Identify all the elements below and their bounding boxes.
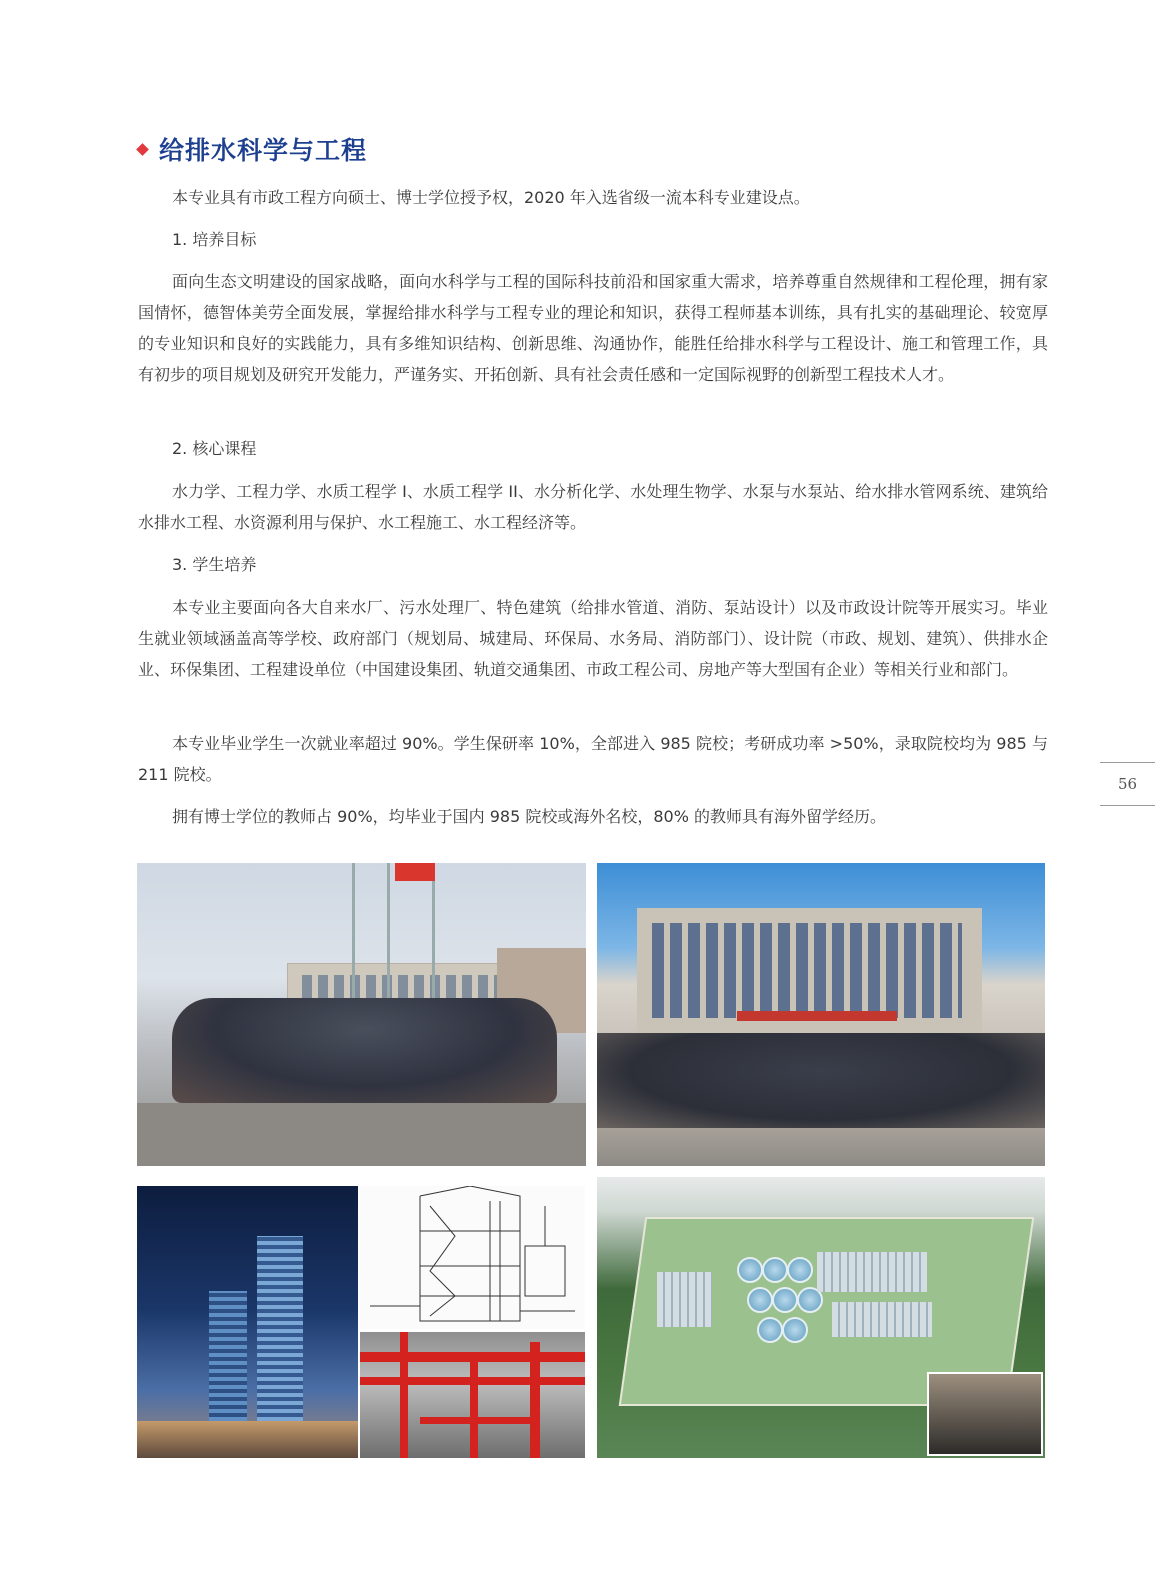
heading-courses: 2. 核心课程 [172,439,257,458]
red-pipe [530,1342,540,1458]
red-pipe [400,1332,408,1458]
plant-tank [787,1257,813,1283]
flagpole [432,863,435,1013]
plant-tank [757,1317,783,1343]
employment-paragraph: 本专业毕业学生一次就业率超过 90%。学生保研率 10%，全部进入 985 院校；考研成功率 >50%，录取院校均为 985 与 211 院校。 [138,734,1048,784]
plant-tank [747,1287,773,1313]
plant-tank [772,1287,798,1313]
section-title-text: 给排水科学与工程 [159,136,368,165]
flagpole [352,863,355,1013]
photo-crowd [597,1033,1045,1128]
training-paragraph: 本专业主要面向各大自来水厂、污水处理厂、特色建筑（给排水管道、消防、泵站设计）以及市政设计院等开展实习。毕业生就业领域涵盖高等学校、政府部门（规划局、城建局、环保局、水务局、消防部门）、设计院（市政、规划、建筑）、供排水企业、环保集团、工程建设单位（中国建设集团、轨道交通集团、市政工程公司、房地产等大型国有企业）等相关行业和部门。 [138,598,1048,679]
red-pipe [420,1417,540,1424]
flag [395,863,435,881]
photo-red-fire-pipes [360,1332,585,1458]
tower-base [137,1421,358,1458]
photo-group-at-gate [137,863,586,1166]
photo-inset-workshop [927,1372,1043,1456]
photo-windows [652,923,962,1018]
photo-banner [737,1011,897,1021]
page-number: 56 [1100,762,1155,806]
red-pipe [470,1362,478,1458]
plant-hall [832,1302,932,1337]
photo-night-towers [137,1186,358,1458]
red-pipe [360,1352,585,1362]
faculty-paragraph: 拥有博士学位的教师占 90%，均毕业于国内 985 院校或海外名校，80% 的教师具有海外留学经历。 [172,807,887,826]
plant-hall [657,1272,712,1327]
diamond-bullet-icon [136,143,149,156]
section-drawing-svg [360,1186,585,1329]
photo-aerial-treatment-plant [597,1177,1045,1458]
photo-plumbing-section-drawing [360,1186,585,1329]
plant-tank [737,1257,763,1283]
plant-hall [817,1252,927,1292]
photo-crowd [172,998,557,1103]
goal-paragraph: 面向生态文明建设的国家战略，面向水科学与工程的国际科技前沿和国家重大需求，培养尊重自然规律和工程伦理，拥有家国情怀，德智体美劳全面发展，掌握给排水科学与工程专业的理论和知识，获得工程师基本训练，具有扎实的基础理论、较宽厚的专业知识和良好的实践能力，具有多维知识结构、创新思维、沟通协作，能胜任给排水科学与工程设计、施工和管理工作，具有初步的项目规划及研究开发能力，严谨务实、开拓创新、具有社会责任感和一定国际视野的创新型工程技术人才。 [138,272,1048,384]
heading-goal: 1. 培养目标 [172,230,257,249]
photo-ground [137,1103,586,1166]
flagpole [387,863,390,1013]
section-title [138,131,367,167]
intro-paragraph: 本专业具有市政工程方向硕士、博士学位授予权，2020 年入选省级一流本科专业建设点。 [172,188,810,207]
plant-tank [762,1257,788,1283]
heading-training: 3. 学生培养 [172,555,257,574]
courses-paragraph: 水力学、工程力学、水质工程学 I、水质工程学 II、水分析化学、水处理生物学、水泵与水泵站、给水排水管网系统、建筑给水排水工程、水资源利用与保护、水工程施工、水工程经济等。 [138,482,1048,532]
photo-group-before-building [597,863,1045,1166]
plant-tank [782,1317,808,1343]
